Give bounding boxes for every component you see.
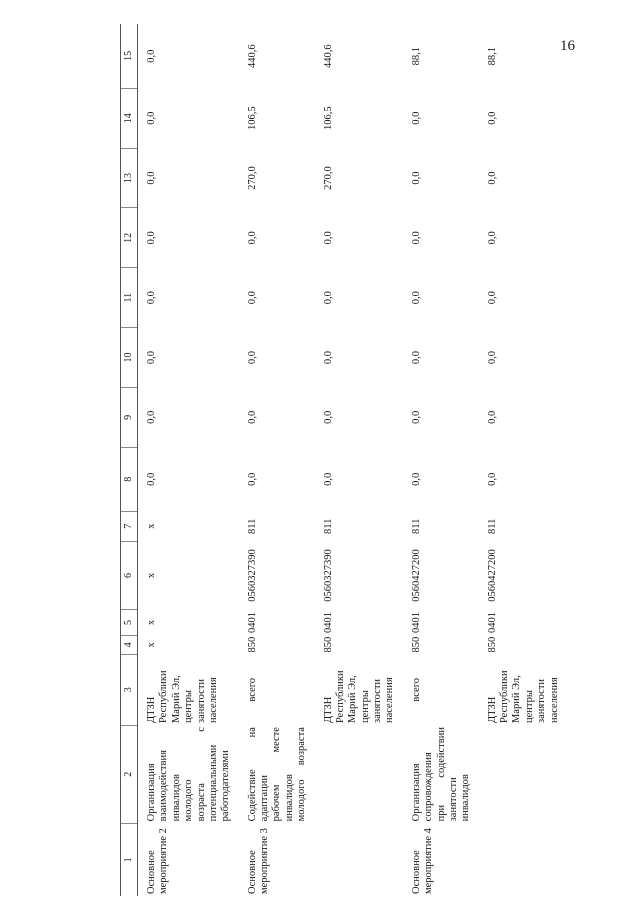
column-number-row bbox=[121, 24, 138, 896]
cell-col-14: 0,0 bbox=[410, 111, 422, 125]
column-number-14: 14 bbox=[121, 88, 138, 148]
cell-text-line: Марий Эл, bbox=[347, 675, 359, 724]
cell-col-10: 0,0 bbox=[322, 350, 334, 365]
cell-text-line: инвалидов bbox=[460, 774, 472, 822]
cell-col-5: 0401 bbox=[322, 611, 334, 633]
column-number-2: 2 bbox=[121, 725, 138, 823]
cell-col-7: 811 bbox=[486, 518, 498, 534]
cell-col-13: 0,0 bbox=[486, 171, 498, 185]
budget-table bbox=[120, 24, 567, 896]
cell-col-13: 270,0 bbox=[246, 166, 258, 190]
cell-text-line: Республики bbox=[499, 670, 510, 724]
cell-text-line: всего bbox=[246, 677, 258, 702]
cell-text-line: взаимодействия bbox=[158, 750, 170, 822]
cell-text-line: мероприятие 3 bbox=[259, 828, 270, 894]
cell-col-14: 0,0 bbox=[146, 111, 157, 125]
cell-col-6: 0560327390 bbox=[322, 549, 334, 602]
cell-col-4: 850 bbox=[246, 636, 258, 653]
cell-text-line: Республики bbox=[158, 670, 170, 724]
cell-col-7: 811 bbox=[410, 518, 422, 534]
cell-col-4: 850 bbox=[410, 636, 422, 653]
cell-col-1 bbox=[403, 823, 479, 896]
cell-col-3 bbox=[138, 655, 239, 726]
cell-col-15: 0,0 bbox=[146, 49, 157, 63]
cell-col-6: х bbox=[146, 572, 157, 579]
cell-col-5: 0401 bbox=[486, 611, 498, 633]
cell-text-line: ДТЗН bbox=[486, 696, 498, 724]
cell-col-3 bbox=[239, 655, 315, 726]
cell-col-2 bbox=[138, 725, 239, 823]
cell-col-4: 850 bbox=[322, 636, 334, 653]
column-number-12: 12 bbox=[121, 208, 138, 268]
cell-col-8: 0,0 bbox=[322, 472, 334, 486]
cell-col-14: 0,0 bbox=[486, 111, 498, 125]
cell-text-line: населения bbox=[548, 677, 560, 724]
rotated-table-container bbox=[120, 24, 630, 896]
cell-col-4: 850 bbox=[486, 636, 498, 653]
cell-col-3 bbox=[479, 655, 567, 726]
cell-text-line: адаптации bbox=[259, 774, 270, 822]
cell-text-line: занятости bbox=[536, 678, 548, 724]
cell-text-line: Основное bbox=[246, 850, 258, 894]
cell-text-line: центры bbox=[359, 690, 371, 724]
cell-text-line: рабочем месте bbox=[271, 727, 283, 822]
cell-col-8: 0,0 bbox=[410, 472, 422, 486]
cell-col-2 bbox=[479, 725, 567, 823]
cell-col-7: 811 bbox=[246, 518, 258, 534]
cell-col-1 bbox=[138, 823, 239, 896]
column-number-3: 3 bbox=[121, 655, 138, 726]
cell-col-6: 0560427200 bbox=[410, 549, 422, 602]
cell-col-6: 0560327390 bbox=[246, 549, 258, 602]
cell-col-2 bbox=[315, 725, 403, 823]
cell-col-5: х bbox=[146, 619, 157, 626]
column-number-1: 1 bbox=[121, 823, 138, 896]
column-number-6: 6 bbox=[121, 541, 138, 609]
table-row bbox=[138, 24, 239, 896]
cell-col-12: 0,0 bbox=[146, 231, 157, 245]
cell-text-line: Марий Эл, bbox=[511, 675, 523, 724]
cell-col-12: 0,0 bbox=[486, 231, 498, 245]
cell-col-10: 0,0 bbox=[410, 350, 422, 365]
cell-col-3 bbox=[403, 655, 479, 726]
table-body bbox=[138, 24, 567, 896]
cell-col-12: 0,0 bbox=[246, 231, 258, 245]
column-number-10: 10 bbox=[121, 328, 138, 388]
cell-col-8: 0,0 bbox=[246, 472, 258, 486]
cell-col-11: 0,0 bbox=[246, 291, 258, 305]
cell-text-line: занятости bbox=[372, 678, 383, 724]
column-number-8: 8 bbox=[121, 447, 138, 511]
cell-col-11: 0,0 bbox=[486, 291, 498, 305]
cell-col-12: 0,0 bbox=[410, 231, 422, 245]
cell-col-10: 0,0 bbox=[146, 350, 157, 365]
cell-col-3 bbox=[315, 655, 403, 726]
cell-text-line: всего bbox=[410, 677, 422, 702]
cell-col-9: 0,0 bbox=[246, 410, 258, 424]
column-number-4: 4 bbox=[121, 635, 138, 654]
column-number-5: 5 bbox=[121, 610, 138, 636]
cell-text-line: при содействии bbox=[435, 727, 447, 822]
column-number-11: 11 bbox=[121, 268, 138, 328]
table-row bbox=[403, 24, 479, 896]
cell-col-1 bbox=[315, 823, 403, 896]
cell-col-5: 0401 bbox=[246, 611, 258, 633]
cell-col-11: 0,0 bbox=[322, 291, 334, 305]
cell-col-2 bbox=[403, 725, 479, 823]
cell-col-9: 0,0 bbox=[486, 410, 498, 424]
cell-text-line: мероприятие 2 bbox=[158, 828, 170, 894]
cell-text-line: ДТЗН bbox=[146, 696, 157, 724]
cell-col-13: 0,0 bbox=[146, 171, 157, 185]
cell-col-14: 106,5 bbox=[246, 106, 258, 130]
column-number-15: 15 bbox=[121, 24, 138, 88]
table-row bbox=[239, 24, 315, 896]
cell-text-line: Основное bbox=[410, 850, 422, 894]
cell-col-10: 0,0 bbox=[486, 350, 498, 365]
column-number-9: 9 bbox=[121, 387, 138, 447]
cell-text-line: Организация bbox=[146, 763, 157, 822]
cell-col-9: 0,0 bbox=[146, 410, 157, 424]
cell-text-line: молодого возраста bbox=[296, 727, 308, 822]
cell-text-line: Организация bbox=[410, 763, 422, 822]
cell-text-line: населения bbox=[384, 677, 396, 724]
cell-text-line: потенциальными bbox=[207, 744, 219, 822]
cell-text-line: Республики bbox=[334, 670, 346, 724]
cell-text-line: возраста с bbox=[195, 727, 207, 822]
cell-col-8: 0,0 bbox=[146, 472, 157, 486]
cell-text-line: Основное bbox=[146, 850, 157, 894]
cell-text-line: центры bbox=[523, 690, 535, 724]
cell-col-15: 440,6 bbox=[246, 44, 258, 68]
cell-col-1 bbox=[479, 823, 567, 896]
cell-col-14: 106,5 bbox=[322, 106, 334, 130]
cell-col-5: 0401 bbox=[410, 611, 422, 633]
cell-col-15: 88,1 bbox=[410, 46, 422, 66]
cell-col-7: 811 bbox=[322, 518, 334, 534]
cell-col-15: 440,6 bbox=[322, 44, 334, 68]
cell-col-1 bbox=[239, 823, 315, 896]
cell-col-9: 0,0 bbox=[410, 410, 422, 424]
cell-text-line: работодателями bbox=[220, 750, 232, 822]
cell-text-line: занятости bbox=[195, 678, 207, 724]
cell-col-11: 0,0 bbox=[146, 291, 157, 305]
table-row bbox=[315, 24, 403, 896]
column-number-7: 7 bbox=[121, 511, 138, 541]
cell-col-15: 88,1 bbox=[486, 46, 498, 66]
cell-col-12: 0,0 bbox=[322, 231, 334, 245]
cell-text-line: центры bbox=[183, 690, 195, 724]
cell-text-line: мероприятие 4 bbox=[423, 828, 435, 894]
cell-col-4: х bbox=[146, 642, 157, 648]
cell-text-line: занятости bbox=[447, 777, 459, 822]
cell-col-13: 270,0 bbox=[322, 166, 334, 190]
cell-col-10: 0,0 bbox=[246, 350, 258, 365]
cell-col-6: 0560427200 bbox=[486, 549, 498, 602]
cell-text-line: ДТЗН bbox=[322, 696, 334, 724]
cell-text-line: инвалидов bbox=[170, 774, 182, 822]
column-number-13: 13 bbox=[121, 148, 138, 208]
cell-text-line: Марий Эл, bbox=[170, 675, 182, 724]
cell-text-line: инвалидов bbox=[283, 774, 295, 822]
cell-col-8: 0,0 bbox=[486, 472, 498, 486]
cell-col-2 bbox=[239, 725, 315, 823]
cell-text-line: Содействие на bbox=[246, 727, 258, 822]
cell-col-9: 0,0 bbox=[322, 410, 334, 424]
cell-col-11: 0,0 bbox=[410, 291, 422, 305]
table-row bbox=[479, 24, 567, 896]
cell-text-line: молодого bbox=[183, 779, 195, 822]
cell-col-7: х bbox=[146, 523, 157, 529]
cell-text-line: населения bbox=[207, 677, 219, 724]
page-number: 16 bbox=[560, 38, 575, 54]
cell-text-line: сопровождения bbox=[423, 752, 435, 822]
cell-col-13: 0,0 bbox=[410, 171, 422, 185]
